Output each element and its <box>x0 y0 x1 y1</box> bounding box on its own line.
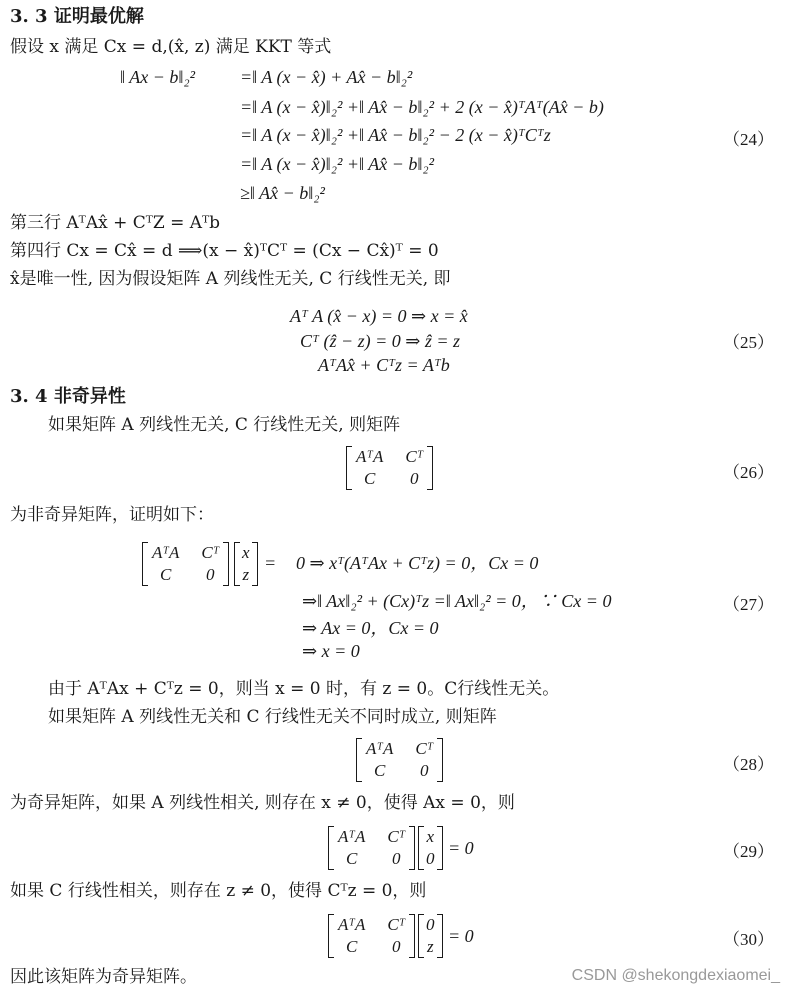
equation-number: （24） <box>723 130 774 149</box>
equals-sign: = <box>264 553 277 573</box>
paragraph: 如果 C 行线性相关，则存在 z ≠ 0，使得 Cᵀz = 0，则 <box>10 881 427 901</box>
assumption-text: 假设 x 满足 Cx = d,(x̂, z) 满足 KKT 等式 <box>10 37 332 57</box>
equation-number: （26） <box>723 463 774 482</box>
derivation-step: =‖ A (x − x̂)‖₂² +‖ Ax̂ − b‖₂² <box>240 154 435 174</box>
eq27-line: 0 ⇒ xᵀ(AᵀAx + Cᵀz) = 0，Cx = 0 <box>296 553 539 573</box>
eq27-line: ⇒ Ax = 0，Cx = 0 <box>302 618 439 638</box>
eq25-line: Cᵀ (ẑ − z) = 0 ⇒ ẑ = z <box>300 331 460 351</box>
eq25-line: Aᵀ A (x̂ − x) = 0 ⇒ x = x̂ <box>290 306 468 326</box>
derivation-step: ≥‖ Ax̂ − b‖₂² <box>240 183 325 203</box>
block-matrix: AᵀA Cᵀ C 0 <box>328 914 415 958</box>
eq27-line: ⇒ x = 0 <box>302 641 360 661</box>
derivation-step: =‖ A (x − x̂) + Ax̂ − b‖₂² <box>240 67 413 87</box>
vector-xz: x z <box>234 542 258 586</box>
section-heading-3-4: 3. 4 非奇异性 <box>10 386 126 407</box>
equation-number: （29） <box>723 842 774 861</box>
vector-x0: x 0 <box>418 826 443 870</box>
vector-0z: 0 z <box>418 914 443 958</box>
uniqueness-text: x̂是唯一性, 因为假设矩阵 A 列线性无关, C 行线性无关, 即 <box>10 269 451 289</box>
derivation-lhs: ‖ Ax − b‖₂² <box>120 67 196 87</box>
equation-number: （28） <box>723 755 774 774</box>
paragraph: 由于 AᵀAx + Cᵀz = 0，则当 x = 0 时，有 z = 0。C行线性无关。 <box>48 679 560 699</box>
watermark: CSDN @shekongdexiaomei_ <box>571 967 780 984</box>
section-heading-3-3: 3. 3 证明最优解 <box>10 6 144 27</box>
eq27-line: ⇒‖ Ax‖₂² + (Cx)ᵀz =‖ Ax‖₂² = 0，∵ Cx = 0 <box>302 591 612 611</box>
row3-text: 第三行 AᵀAx̂ + CᵀZ = Aᵀb <box>10 213 221 233</box>
equation-number: （30） <box>723 930 774 949</box>
eq25-line: AᵀAx̂ + Cᵀz = Aᵀb <box>318 355 450 375</box>
equation-number: （27） <box>723 595 774 614</box>
block-matrix: AᵀA Cᵀ C 0 <box>346 446 433 490</box>
paragraph: 如果矩阵 A 列线性无关, C 行线性无关, 则矩阵 <box>48 415 401 435</box>
paragraph: 如果矩阵 A 列线性无关和 C 行线性无关不同时成立, 则矩阵 <box>48 707 497 727</box>
block-matrix: AᵀA Cᵀ C 0 <box>328 826 415 870</box>
equals-zero: = 0 <box>448 926 474 946</box>
block-matrix: AᵀA Cᵀ C 0 <box>356 738 443 782</box>
equals-zero: = 0 <box>448 838 474 858</box>
equation-number: （25） <box>723 333 774 352</box>
block-matrix: AᵀA Cᵀ C 0 <box>142 542 229 586</box>
row4-text: 第四行 Cx = Cx̂ = d ⟹(x − x̂)ᵀCᵀ = (Cx − Cx̂)ᵀ = 0 <box>10 241 439 261</box>
derivation-step: =‖ A (x − x̂)‖₂² +‖ Ax̂ − b‖₂² + 2 (x − x̂)ᵀAᵀ(Ax̂ − b) <box>240 97 604 117</box>
paragraph: 为非奇异矩阵，证明如下： <box>10 505 214 525</box>
derivation-step: =‖ A (x − x̂)‖₂² +‖ Ax̂ − b‖₂² − 2 (x − x̂)ᵀCᵀz <box>240 125 551 145</box>
paragraph: 因此该矩阵为奇异矩阵。 <box>10 967 197 987</box>
paragraph: 为奇异矩阵，如果 A 列线性相关, 则存在 x ≠ 0，使得 Ax = 0，则 <box>10 793 515 813</box>
